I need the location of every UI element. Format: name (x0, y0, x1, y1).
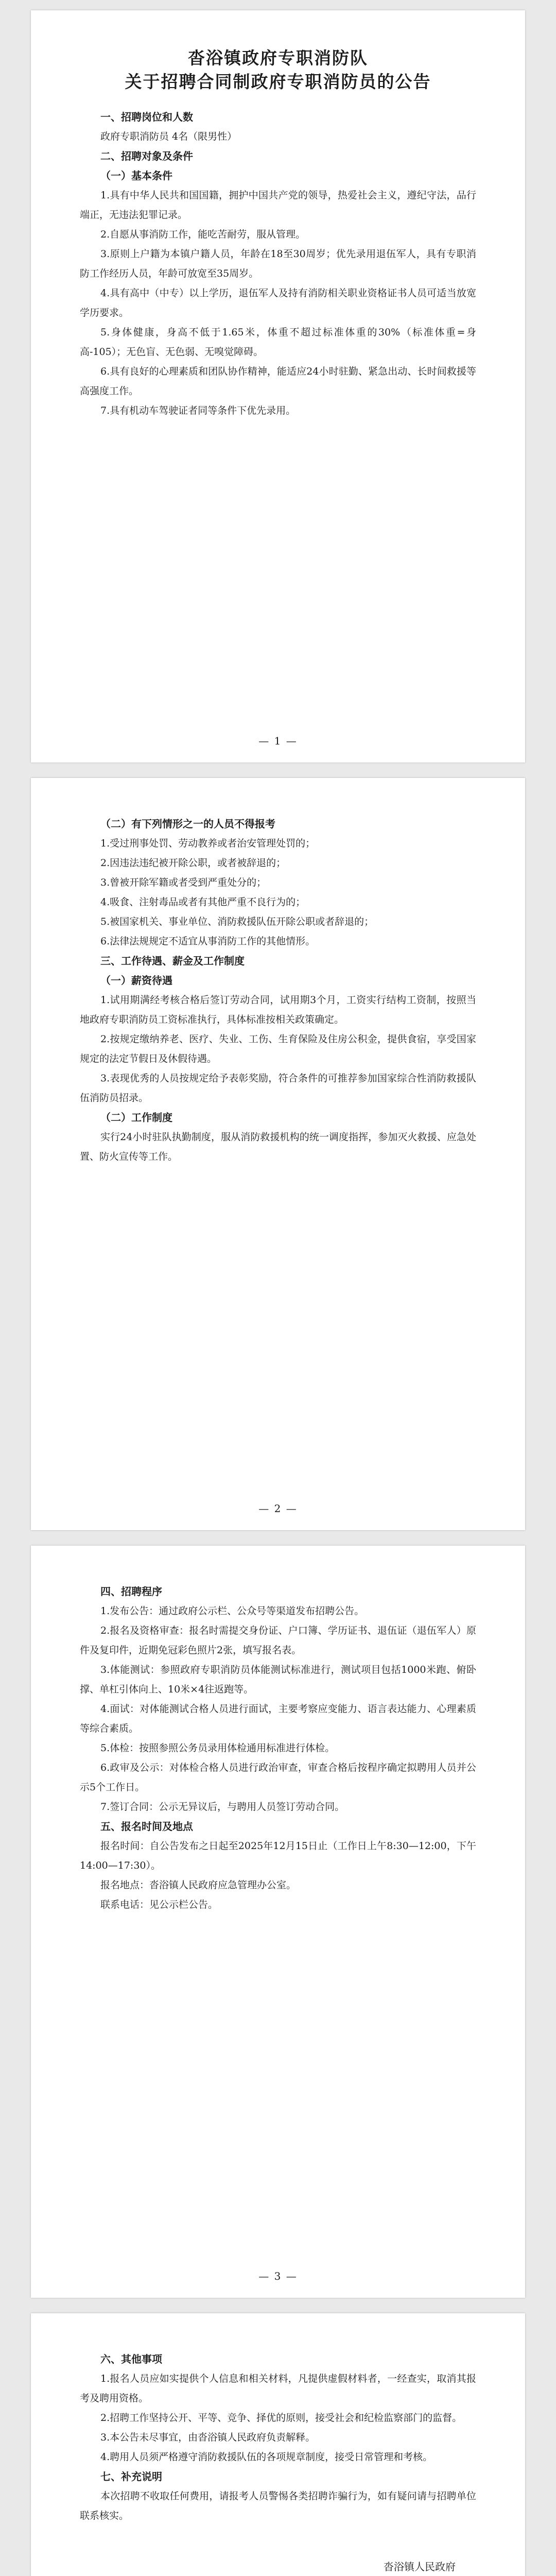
list-item: 3.本公告未尽事宜，由沓浴镇人民政府负责解释。 (100, 2432, 316, 2443)
section-heading: 二、招聘对象及条件 (100, 150, 193, 162)
list-item: 6.政审及公示：对体检合格人员进行政治审查，审查合格后按程序确定拟聘用人员并公示5个工作日。 (80, 1762, 476, 1793)
list-item: 2.报名及资格审查：报名时需提交身份证、户口簿、学历证书、退伍证（退伍军人）原件及复印件，近期免冠彩色照片2张，填写报名表。 (80, 1625, 476, 1656)
paragraph: 政府专职消防员 4名（限男性） (100, 131, 237, 142)
list-item: 2.招聘工作坚持公开、平等、竞争、择优的原则，接受社会和纪检监察部门的监督。 (100, 2412, 462, 2424)
list-item: 2.因违法违纪被开除公职，或者被辞退的； (100, 857, 286, 869)
section-heading: 六、其他事项 (100, 2353, 162, 2365)
section-heading: 五、报名时间及地点 (100, 1820, 193, 1833)
paragraph: 本次招聘不收取任何费用，请报考人员警惕各类招聘诈骗行为，如有疑问请与招聘单位联系核实。 (80, 2490, 476, 2521)
list-item: 4.聘用人员须严格遵守消防救援队伍的各项规章制度，接受日常管理和考核。 (100, 2451, 433, 2463)
paragraph: 1.试用期满经考核合格后签订劳动合同，试用期3个月，工资实行结构工资制，按照当地政府专职消防员工资标准执行，具体标准按相关政策确定。 (80, 994, 476, 1025)
page-number: — 3 — (258, 2270, 298, 2282)
notice-title-line2: 关于招聘合同制政府专职消防员的公告 (125, 72, 431, 92)
list-item: 3.体能测试：参照政府专职消防员体能测试标准进行，测试项目包括1000米跑、俯卧撑、单杠引体向上、10米×4往返跑等。 (80, 1664, 476, 1695)
list-item: 4.面试：对体能测试合格人员进行面试，主要考察应变能力、语言表达能力、心理素质等综合素质。 (80, 1703, 476, 1734)
document-page-1 (31, 10, 525, 762)
section-heading: 一、招聘岗位和人数 (100, 111, 193, 123)
page-number: — 1 — (258, 735, 298, 747)
list-item: 5.被国家机关、事业单位、消防救援队伍开除公职或者辞退的； (100, 916, 374, 927)
paragraph: 报名地点：沓浴镇人民政府应急管理办公室。 (100, 1879, 297, 1891)
list-item: 6.法律法规规定不适宜从事消防工作的其他情形。 (100, 936, 316, 947)
document-page-3 (31, 1546, 525, 2298)
list-item: 1.报名人员应如实提供个人信息和相关材料，凡提供虚假材料者，一经查实，取消其报考及聘用资格。 (80, 2373, 476, 2404)
list-item: 7.具有机动车驾驶证者同等条件下优先录用。 (100, 405, 296, 416)
page-number: — 2 — (258, 1502, 298, 1515)
list-item: 6.具有良好的心理素质和团队协作精神，能适应24小时驻勤、紧急出动、长时间救援等高强度工作。 (80, 366, 476, 397)
section-heading: 四、招聘程序 (100, 1585, 162, 1598)
list-item: 5.身体健康，身高不低于1.65米，体重不超过标准体重的30%（标准体重=身高-105）；无色盲、无色弱、无嗅觉障碍。 (80, 327, 476, 358)
signing-organization: 沓浴镇人民政府 (384, 2561, 456, 2573)
list-item: 4.吸食、注射毒品或者有其他严重不良行为的； (100, 896, 306, 908)
list-item: 3.原则上户籍为本镇户籍人员，年龄在18至30周岁；优先录用退伍军人，具有专职消防工作经历人员，年龄可放宽至35周岁。 (80, 248, 476, 279)
section-heading: 三、工作待遇、薪金及工作制度 (100, 955, 245, 967)
list-item: 5.体检：按照参照公务员录用体检通用标准进行体检。 (100, 1742, 335, 1754)
list-item: 2.自愿从事消防工作，能吃苦耐劳，服从管理。 (100, 229, 306, 240)
subsection-heading: （二）有下列情形之一的人员不得报考 (100, 818, 275, 830)
section-heading: 七、补充说明 (100, 2470, 162, 2483)
list-item: 4.具有高中（中专）以上学历，退伍军人及持有消防相关职业资格证书人员可适当放宽学历要求。 (80, 287, 476, 318)
paragraph: 报名时间：自公告发布之日起至2025年12月15日止（工作日上午8:30—12:00，下午14:00—17:30）。 (80, 1840, 476, 1871)
paragraph: 联系电话：见公示栏公告。 (100, 1899, 218, 1910)
document-page-4 (31, 2313, 525, 2576)
subsection-heading: （二）工作制度 (100, 1111, 172, 1124)
document-page-2 (31, 778, 525, 1530)
paragraph: 实行24小时驻队执勤制度，服从消防救援机构的统一调度指挥，参加灭火救援、应急处置、防火宣传等工作。 (80, 1131, 476, 1162)
list-item: 3.曾被开除军籍或者受到严重处分的； (100, 877, 267, 888)
list-item: 7.签订合同：公示无异议后，与聘用人员签订劳动合同。 (100, 1801, 345, 1812)
paragraph: 2.按规定缴纳养老、医疗、失业、工伤、生育保险及住房公积金，提供食宿，享受国家规定的法定节假日及休假待遇。 (80, 1033, 476, 1064)
paragraph: 3.表现优秀的人员按规定给予表彰奖励，符合条件的可推荐参加国家综合性消防救援队伍消防员招录。 (80, 1073, 476, 1104)
subsection-heading: （一）薪资待遇 (100, 974, 172, 987)
subsection-heading: （一）基本条件 (100, 170, 172, 182)
notice-title-line1: 沓浴镇政府专职消防队 (188, 48, 368, 68)
list-item: 1.受过刑事处罚、劳动教养或者治安管理处罚的； (100, 838, 316, 849)
list-item: 1.发布公告：通过政府公示栏、公众号等渠道发布招聘公告。 (100, 1605, 364, 1617)
list-item: 1.具有中华人民共和国国籍，拥护中国共产党的领导，热爱社会主义，遵纪守法，品行端正，无违法犯罪记录。 (80, 190, 476, 221)
